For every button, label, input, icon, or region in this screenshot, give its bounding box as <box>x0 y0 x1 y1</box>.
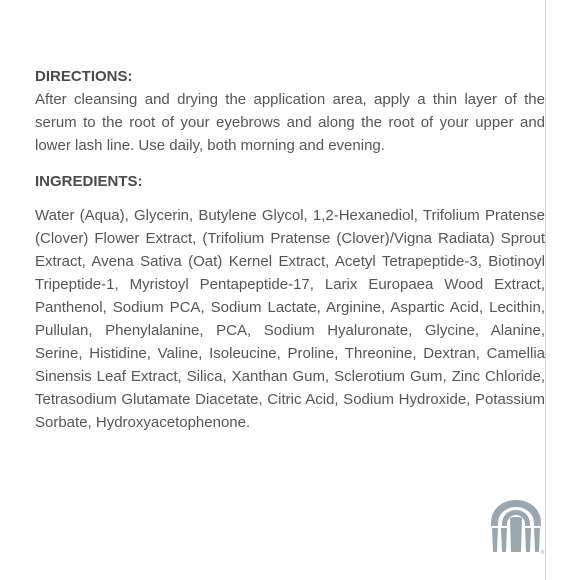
registered-mark: ® <box>540 550 545 556</box>
ingredients-heading: INGREDIENTS: <box>35 173 143 190</box>
directions-text: After cleansing and drying the application area, apply a thin layer of the serum to the root of your eyebrows and along the root of your upper and lower lash line. Use daily, both morning and evening. <box>35 91 545 154</box>
product-info <box>35 66 545 434</box>
directions-heading: DIRECTIONS: <box>35 68 133 85</box>
ingredients-text: Water (Aqua), Glycerin, Butylene Glycol, 1,2-Hexanediol, Trifolium Pratense (Clover) Flower Extract, (Trifolium Pratense (Clover)/Vigna Radiata) Sprout Extract, Avena Sativa (Oat) Kernel Extract, Acetyl Tetrapeptide-3, Biotinoyl Tripeptide-1, Myristoyl Pentapeptide-17, Larix Europaea Wood Extract, Panthenol, Sodium PCA, Sodium Lactate, Arginine, Aspartic Acid, Lecithin, Pullulan, Phenylalanine, PCA, Sodium Hyaluronate, Glycine, Alanine, Serine, Histidine, Valine, Isoleucine, Proline, Threonine, Dextran, Camellia Sinensis Leaf Extract, Silica, Xanthan Gum, Sclerotium Gum, Zinc Chloride, Tetrasodium Glutamate Diacetate, Citric Acid, Sodium Hydroxide, Potassium Sorbate, Hydroxyacetophenone. <box>35 207 545 431</box>
brand-logo-icon <box>487 496 545 556</box>
page-edge-divider <box>545 0 546 580</box>
